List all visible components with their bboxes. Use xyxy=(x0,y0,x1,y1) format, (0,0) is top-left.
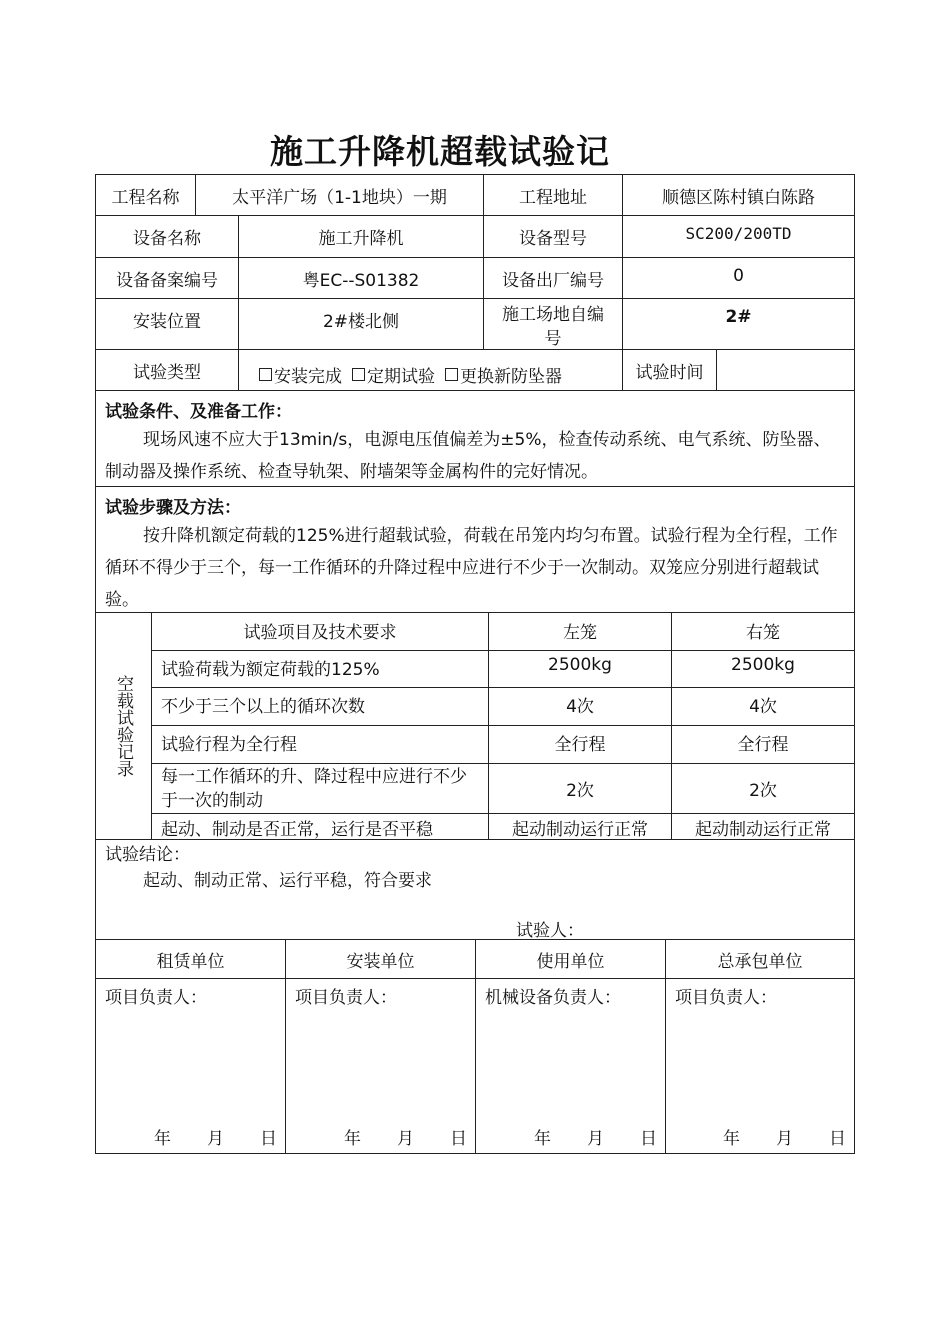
sign-date: 年 月 日 xyxy=(534,1129,657,1149)
sign-date: 年 月 日 xyxy=(344,1129,467,1149)
person-label: 项目负责人： xyxy=(295,988,397,1008)
site-no-value: 2# xyxy=(622,298,855,350)
table-row-left: 4次 xyxy=(488,687,672,726)
page-title: 施工升降机超载试验记 xyxy=(270,132,610,171)
record-header-left: 左笼 xyxy=(488,612,672,651)
project-address-value: 顺德区陈村镇白陈路 xyxy=(622,174,855,216)
tester-label: 试验人： xyxy=(516,921,584,941)
record-side-label: 空载试验记录 xyxy=(95,612,152,840)
unit-lessor: 租赁单位 xyxy=(95,939,286,979)
steps-text: 按升降机额定荷载的125%进行超载试验，荷载在吊笼内均匀布置。试验行程为全行程，工作循环不得少于三个，每一工作循环的升降过程中应进行不少于一次制动。双笼应分别进行超载试验。 xyxy=(105,526,838,610)
record-no-value: 粤EC--S01382 xyxy=(238,257,484,299)
table-row-right: 2次 xyxy=(671,763,855,814)
factory-no-label: 设备出厂编号 xyxy=(483,257,623,299)
person-label: 项目负责人： xyxy=(675,988,777,1008)
unit-general-contractor: 总承包单位 xyxy=(665,939,855,979)
conclusion-label: 试验结论： xyxy=(105,845,190,865)
table-row-item: 起动、制动是否正常，运行是否平稳 xyxy=(151,813,489,840)
steps-section xyxy=(95,486,855,613)
person-label: 项目负责人： xyxy=(105,988,207,1008)
test-time-value xyxy=(716,349,855,391)
sign-date: 年 月 日 xyxy=(154,1129,277,1149)
table-row-item: 试验行程为全行程 xyxy=(151,725,489,764)
test-time-label: 试验时间 xyxy=(622,349,717,391)
table-row-left: 起动制动运行正常 xyxy=(488,813,672,840)
unit-installer: 安装单位 xyxy=(285,939,476,979)
project-name-value: 太平洋广场（1-1地块）一期 xyxy=(195,174,484,216)
table-row-right: 2500kg xyxy=(671,650,855,688)
equipment-model-label: 设备型号 xyxy=(483,215,623,258)
checkbox-icon xyxy=(259,368,272,381)
unit-user: 使用单位 xyxy=(475,939,666,979)
table-row-left: 2500kg xyxy=(488,650,672,688)
install-location-label: 安装位置 xyxy=(95,298,239,350)
signature-block-user xyxy=(475,978,666,1154)
record-header-right: 右笼 xyxy=(671,612,855,651)
test-type-label: 试验类型 xyxy=(95,349,239,391)
project-address-label: 工程地址 xyxy=(483,174,623,216)
project-name-label: 工程名称 xyxy=(95,174,196,216)
record-header-item: 试验项目及技术要求 xyxy=(151,612,489,651)
conditions-text: 现场风速不应大于13min/s，电源电压值偏差为±5%，检查传动系统、电气系统、防坠器、制动器及操作系统、检查导轨架、附墙架等金属构件的完好情况。 xyxy=(105,430,831,482)
install-location-value: 2#楼北侧 xyxy=(238,298,484,350)
table-row-left: 2次 xyxy=(488,763,672,814)
site-no-label: 施工场地自编号 xyxy=(483,298,623,350)
signature-block-general-contractor xyxy=(665,978,855,1154)
table-row-item: 每一工作循环的升、降过程中应进行不少于一次的制动 xyxy=(151,763,489,814)
checkbox-icon xyxy=(352,368,365,381)
test-type-option-install[interactable]: 安装完成 xyxy=(259,358,342,390)
signature-block-installer xyxy=(285,978,476,1154)
sign-date: 年 月 日 xyxy=(723,1129,846,1149)
conclusion-section xyxy=(95,839,855,940)
table-row-item: 试验荷载为额定荷载的125% xyxy=(151,650,489,688)
conditions-heading: 试验条件、及准备工作： xyxy=(105,402,292,422)
steps-heading: 试验步骤及方法： xyxy=(105,498,241,518)
table-row-right: 起动制动运行正常 xyxy=(671,813,855,840)
test-type-options xyxy=(238,349,623,391)
test-type-option-periodic[interactable]: 定期试验 xyxy=(352,358,435,390)
conclusion-text: 起动、制动正常、运行平稳，符合要求 xyxy=(143,871,432,891)
table-row-right: 4次 xyxy=(671,687,855,726)
test-type-option-new-safety-device[interactable]: 更换新防坠器 xyxy=(445,358,562,390)
equipment-name-value: 施工升降机 xyxy=(238,215,484,258)
record-no-label: 设备备案编号 xyxy=(95,257,239,299)
table-row-left: 全行程 xyxy=(488,725,672,764)
equipment-name-label: 设备名称 xyxy=(95,215,239,258)
factory-no-value: 0 xyxy=(622,257,855,299)
equipment-model-value: SC200/200TD xyxy=(622,215,855,258)
conditions-section xyxy=(95,390,855,487)
checkbox-icon xyxy=(445,368,458,381)
table-row-item: 不少于三个以上的循环次数 xyxy=(151,687,489,726)
person-label: 机械设备负责人： xyxy=(485,988,621,1008)
table-row-right: 全行程 xyxy=(671,725,855,764)
signature-block-lessor xyxy=(95,978,286,1154)
